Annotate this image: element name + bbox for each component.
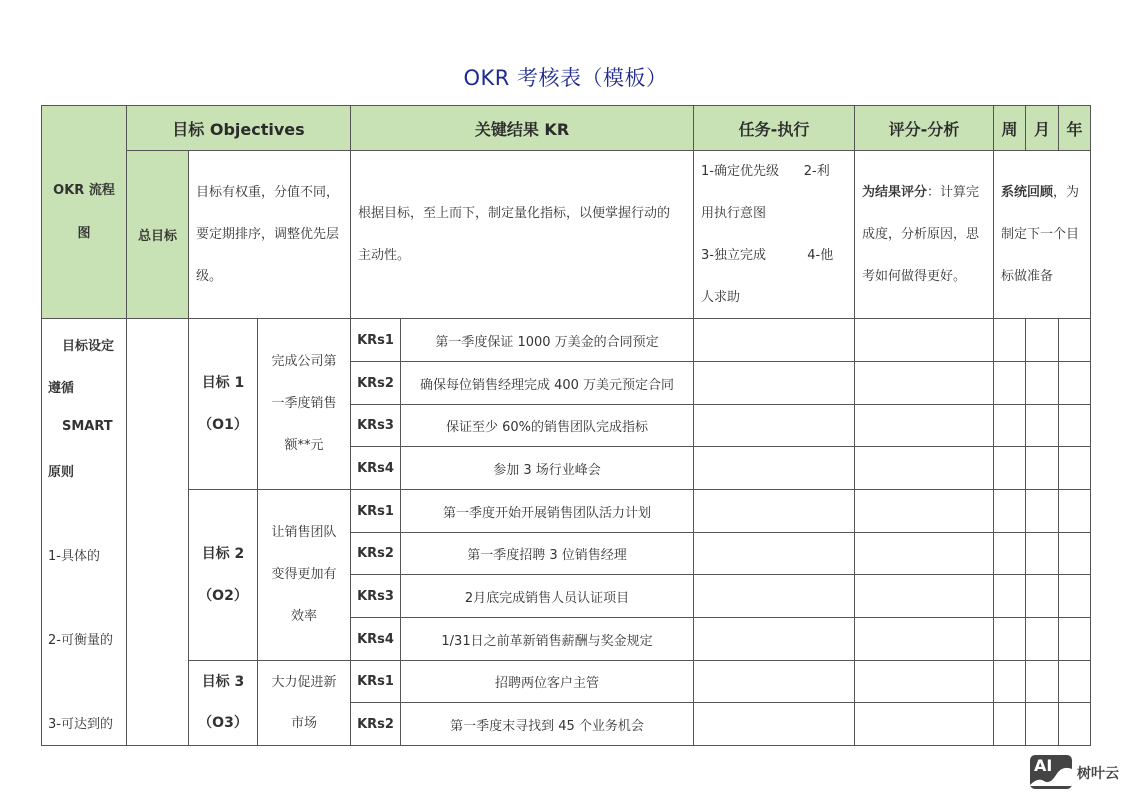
kr-id: KRs2: [350, 361, 401, 405]
total-goal-label: 总目标: [126, 150, 189, 319]
watermark-brand: 树叶云: [1077, 766, 1119, 782]
flow-label-line2: 图: [77, 226, 91, 241]
kr-text: 2月底完成销售人员认证项目: [400, 574, 694, 618]
empty-cell: [854, 404, 994, 447]
empty-cell: [854, 361, 994, 405]
week-header: 周: [993, 105, 1026, 151]
score-bold: 为结果评分: [862, 184, 928, 200]
kr-description: 根据目标，至上而下，制定量化指标，以便掌握行动的 主动性。: [350, 150, 694, 319]
empty-cell: [854, 660, 994, 703]
empty-cell: [1025, 318, 1059, 362]
kr-text: 1/31日之前革新销售薪酬与奖金规定: [400, 617, 694, 661]
empty-cell: [854, 617, 994, 661]
kr-id: KRs3: [350, 404, 401, 447]
empty-cell: [693, 660, 855, 703]
objective-3-description: 大力促进新 市场: [257, 660, 351, 746]
empty-cell: [693, 489, 855, 533]
empty-cell: [854, 318, 994, 362]
kr-text: 招聘两位客户主管: [400, 660, 694, 703]
kr-id: KRs2: [350, 702, 401, 746]
task-description: 1-确定优先级 2-利 用执行意图 3-独立完成 4-他 人求助: [693, 150, 855, 319]
month-header: 月: [1025, 105, 1059, 151]
watermark-logo: [1030, 755, 1072, 789]
kr-text: 保证至少 60%的销售团队完成指标: [400, 404, 694, 447]
empty-cell: [1058, 361, 1091, 405]
empty-cell: [1058, 404, 1091, 447]
kr-text: 确保每位销售经理完成 400 万美元预定合同: [400, 361, 694, 405]
empty-cell: [993, 574, 1026, 618]
empty-cell: [993, 404, 1026, 447]
review-description: 系统回顾，为 制定下一个目 标做准备: [993, 150, 1091, 319]
objective-3-label: 目标 3 （O3）: [188, 660, 258, 746]
kr-text: 参加 3 场行业峰会: [400, 446, 694, 490]
empty-cell: [693, 446, 855, 490]
empty-cell: [993, 318, 1026, 362]
empty-cell: [1025, 361, 1059, 405]
kr-id: KRs1: [350, 660, 401, 703]
empty-cell: [693, 617, 855, 661]
empty-cell: [693, 361, 855, 405]
empty-cell: [1025, 489, 1059, 533]
empty-cell: [1058, 617, 1091, 661]
empty-cell: [854, 574, 994, 618]
empty-cell: [993, 361, 1026, 405]
empty-cell: [993, 702, 1026, 746]
empty-cell: [1025, 404, 1059, 447]
score-description: 为结果评分：计算完 成度，分析原因，思 考如何做得更好。: [854, 150, 994, 319]
empty-cell: [1058, 702, 1091, 746]
objectives-header: 目标 Objectives: [126, 105, 351, 151]
objective-2-label: 目标 2 （O2）: [188, 489, 258, 661]
empty-cell: [1025, 660, 1059, 703]
kr-id: KRs2: [350, 532, 401, 575]
kr-text: 第一季度保证 1000 万美金的合同预定: [400, 318, 694, 362]
logo-ai-text: AI: [1034, 756, 1053, 775]
objective-1-label: 目标 1 （O1）: [188, 318, 258, 490]
empty-cell: [993, 489, 1026, 533]
mountain-icon: [1030, 755, 1072, 789]
empty-cell: [854, 702, 994, 746]
objective-2-description: 让销售团队 变得更加有 效率: [257, 489, 351, 661]
objective-description: 目标有权重，分值不同， 要定期排序，调整优先层 级。: [188, 150, 351, 319]
empty-cell: [1058, 318, 1091, 362]
kr-id: KRs3: [350, 574, 401, 618]
empty-cell: [693, 318, 855, 362]
scoring-header: 评分-分析: [854, 105, 994, 151]
empty-cell: [1058, 446, 1091, 490]
empty-cell: [1025, 446, 1059, 490]
review-bold: 系统回顾: [1001, 184, 1054, 200]
flow-label-line1: OKR 流程: [53, 183, 115, 198]
empty-cell: [1025, 617, 1059, 661]
empty-cell: [1058, 489, 1091, 533]
empty-cell: [993, 660, 1026, 703]
empty-cell: [126, 318, 189, 746]
empty-cell: [693, 532, 855, 575]
flow-chart-label-cell: [41, 105, 127, 319]
kr-id: KRs4: [350, 617, 401, 661]
empty-cell: [693, 404, 855, 447]
objective-1-description: 完成公司第 一季度销售 额**元: [257, 318, 351, 490]
kr-text: 第一季度招聘 3 位销售经理: [400, 532, 694, 575]
tasks-header: 任务-执行: [693, 105, 855, 151]
kr-id: KRs1: [350, 318, 401, 362]
empty-cell: [854, 489, 994, 533]
page-title: OKR 考核表（模板）: [463, 66, 668, 90]
kr-id: KRs4: [350, 446, 401, 490]
empty-cell: [993, 446, 1026, 490]
empty-cell: [1058, 660, 1091, 703]
empty-cell: [993, 532, 1026, 575]
empty-cell: [1025, 702, 1059, 746]
empty-cell: [693, 702, 855, 746]
empty-cell: [1058, 532, 1091, 575]
empty-cell: [1025, 574, 1059, 618]
empty-cell: [854, 532, 994, 575]
kr-text: 第一季度末寻找到 45 个业务机会: [400, 702, 694, 746]
empty-cell: [854, 446, 994, 490]
year-header: 年: [1058, 105, 1091, 151]
empty-cell: [693, 574, 855, 618]
key-results-header: 关键结果 KR: [350, 105, 694, 151]
empty-cell: [993, 617, 1026, 661]
empty-cell: [1058, 574, 1091, 618]
empty-cell: [1025, 532, 1059, 575]
kr-text: 第一季度开始开展销售团队活力计划: [400, 489, 694, 533]
kr-id: KRs1: [350, 489, 401, 533]
smart-principles-cell: 目标设定 遵循 SMART 原则 1-具体的 2-可衡量的 3-可达到的: [41, 318, 127, 746]
